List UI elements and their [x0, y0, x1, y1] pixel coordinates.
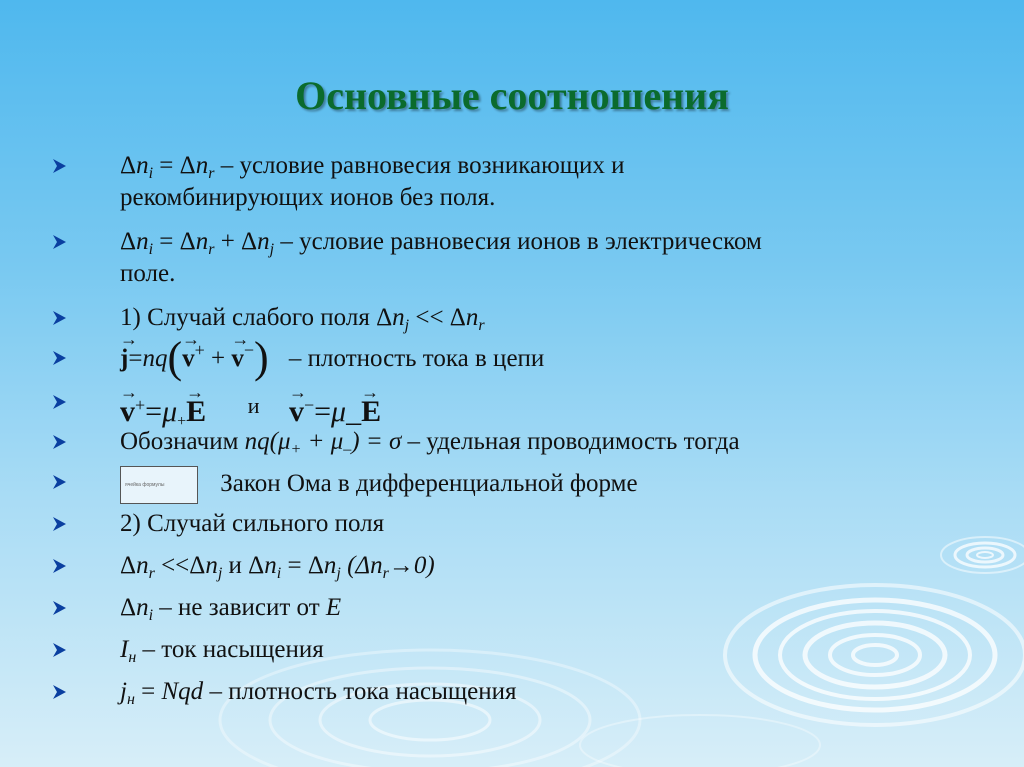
arrow-bullet-icon: [50, 682, 70, 702]
arrow-bullet-icon: [50, 392, 70, 412]
arrow-bullet-icon: [50, 556, 70, 576]
current-density-formula: → j=nq(→ v+ + → v−) – плотность тока в цепи: [120, 342, 980, 375]
drift-velocity-formula: → $v^+=\mu_+\to E$ $^и$ → v−=μ_→ E: [120, 390, 980, 428]
arrow-bullet-icon: [50, 472, 70, 492]
ohm-law-formula-placeholder: ячейка формулы: [120, 466, 198, 504]
arrow-bullet-icon: [50, 348, 70, 368]
arrow-bullet-icon: [50, 308, 70, 328]
arrow-bullet-icon: [50, 640, 70, 660]
arrow-bullet-icon: [50, 598, 70, 618]
arrow-bullet-icon: [50, 514, 70, 534]
arrow-bullet-icon: [50, 156, 70, 176]
arrow-bullet-icon: [50, 432, 70, 452]
arrow-bullet-icon: [50, 232, 70, 252]
slide-title: Основные соотношения: [295, 73, 729, 118]
